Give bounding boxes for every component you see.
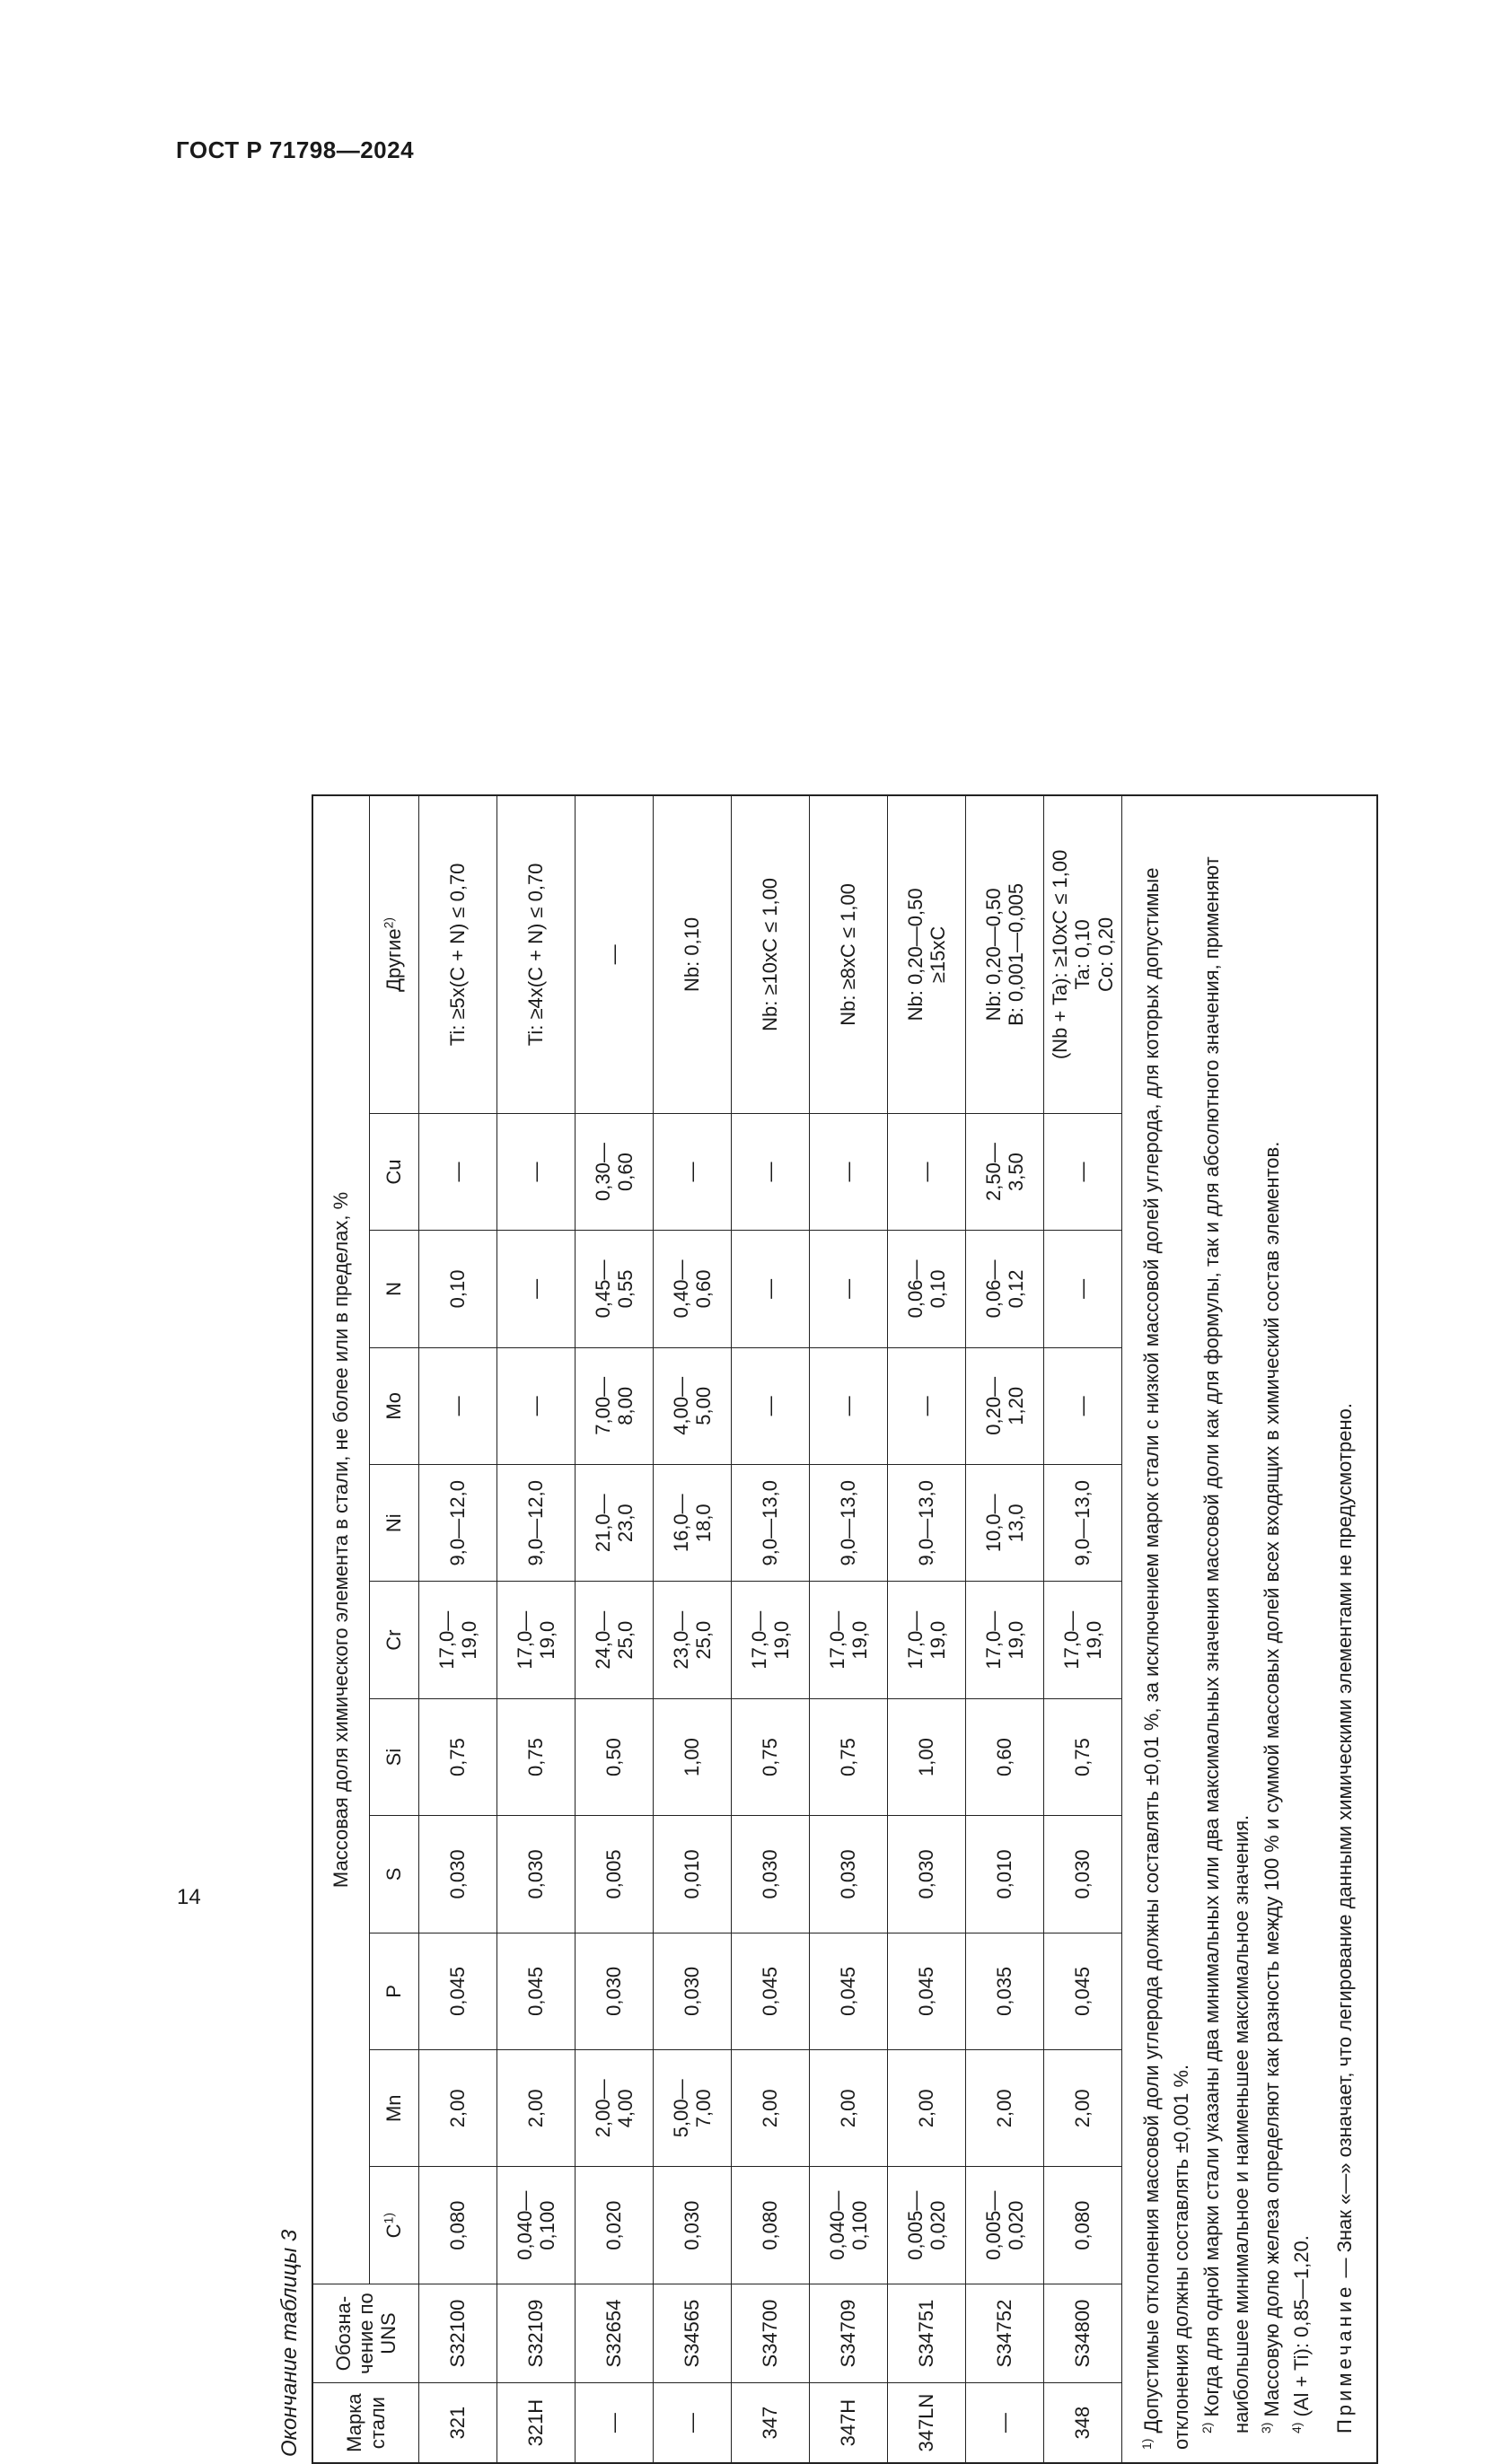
- cell-n: —: [810, 1231, 888, 1347]
- table-row: [732, 796, 810, 2462]
- cell-ni: 9,0—12,0: [497, 1465, 576, 1582]
- cell-other: —: [576, 796, 654, 1113]
- cell-p: 0,045: [1044, 1933, 1122, 2049]
- cell-cu: —: [419, 1113, 497, 1230]
- cell-cu: —: [732, 1113, 810, 1230]
- table-row: [888, 796, 966, 2462]
- table-row: [654, 796, 732, 2462]
- cell-ni: 9,0—13,0: [810, 1465, 888, 1582]
- table-row: [1044, 796, 1122, 2462]
- col-header-c: $C^{1)}$: [370, 2167, 419, 2284]
- cell-other: Nb: ≥10xC ≤ 1,00: [732, 796, 810, 1113]
- cell-grade: —: [654, 2383, 732, 2462]
- cell-mo: 0,20— 1,20: [966, 1347, 1044, 1464]
- cell-other: Ti: ≥4x(C + N) ≤ 0,70: [497, 796, 576, 1113]
- col-header-si: Si: [370, 1698, 419, 1815]
- col-header-s: S: [370, 1816, 419, 1933]
- cell-cu: —: [654, 1113, 732, 1230]
- cell-mn: 2,00— 4,00: [576, 2050, 654, 2167]
- cell-n: 0,06— 0,12: [966, 1231, 1044, 1347]
- cell-mo: —: [888, 1347, 966, 1464]
- cell-s: 0,030: [419, 1816, 497, 1933]
- col-header-uns: Обозна- чение по UNS: [313, 2284, 419, 2382]
- cell-s: 0,030: [810, 1816, 888, 1933]
- cell-mn: 2,00: [888, 2050, 966, 2167]
- standard-header: ГОСТ Р 71798—2024: [176, 136, 415, 163]
- col-header-mass-fraction: Массовая доля химического элемента в стали, не более или в пределах, %: [313, 796, 370, 2284]
- cell-cr: 17,0— 19,0: [966, 1582, 1044, 1698]
- cell-mn: 2,00: [1044, 2050, 1122, 2167]
- footnote-number: 3): [1259, 2422, 1274, 2433]
- cell-cr: 17,0— 19,0: [732, 1582, 810, 1698]
- table-frame: [312, 794, 1378, 2464]
- cell-cu: —: [810, 1113, 888, 1230]
- col-header-cr: Cr: [370, 1582, 419, 1698]
- cell-grade: 321H: [497, 2383, 576, 2462]
- cell-c: 0,040— 0,100: [497, 2167, 576, 2284]
- cell-uns: S34752: [966, 2284, 1044, 2382]
- col-header-other: Другие$^{2)}$: [370, 796, 419, 1113]
- footnote: [1137, 807, 1197, 2450]
- footnote: [1257, 807, 1287, 2450]
- cell-p: 0,035: [966, 1933, 1044, 2049]
- cell-si: 1,00: [888, 1698, 966, 1815]
- footnotes: [1122, 796, 1359, 2462]
- cell-s: 0,005: [576, 1816, 654, 1933]
- cell-c: 0,005— 0,020: [888, 2167, 966, 2284]
- cell-mo: —: [1044, 1347, 1122, 1464]
- cell-mo: 4,00— 5,00: [654, 1347, 732, 1464]
- cell-other: Ti: ≥5x(C + N) ≤ 0,70: [419, 796, 497, 1113]
- cell-p: 0,045: [419, 1933, 497, 2049]
- cell-p: 0,030: [654, 1933, 732, 2049]
- cell-other: (Nb + Ta): ≥10xC ≤ 1,00 Ta: 0,10 Co: 0,20: [1044, 796, 1122, 1113]
- cell-mn: 2,00: [419, 2050, 497, 2167]
- cell-other: Nb: 0,20—0,50 ≥15xC: [888, 796, 966, 1113]
- cell-uns: S34700: [732, 2284, 810, 2382]
- cell-cr: 17,0— 19,0: [1044, 1582, 1122, 1698]
- footnote-text: Когда для одной марки стали указаны два минимальных или два максимальных значения массовой доли как для формулы, так и для абсолютного значения, применяют наибольшее минимальное и наименьшее максимальное значения.: [1199, 856, 1253, 2433]
- cell-n: —: [497, 1231, 576, 1347]
- cell-uns: S34800: [1044, 2284, 1122, 2382]
- rotated-table-block: [276, 794, 1389, 2464]
- cell-s: 0,010: [966, 1816, 1044, 1933]
- footnote-text: (Al + Ti): 0,85—1,20.: [1290, 2235, 1314, 2417]
- cell-s: 0,010: [654, 1816, 732, 1933]
- footnote: [1287, 807, 1316, 2450]
- footnote-text: Массовую долю железа определяют как разность между 100 % и суммой массовых долей всех входящих в химический состав элементов.: [1260, 1141, 1283, 2417]
- cell-grade: 347LN: [888, 2383, 966, 2462]
- table-row: [497, 796, 576, 2462]
- cell-grade: 348: [1044, 2383, 1122, 2462]
- cell-mn: 2,00: [810, 2050, 888, 2167]
- cell-s: 0,030: [497, 1816, 576, 1933]
- cell-cr: 23,0— 25,0: [654, 1582, 732, 1698]
- cell-mn: 2,00: [966, 2050, 1044, 2167]
- cell-ni: 9,0—13,0: [888, 1465, 966, 1582]
- cell-n: —: [1044, 1231, 1122, 1347]
- cell-cu: —: [1044, 1113, 1122, 1230]
- footnote: [1197, 807, 1257, 2450]
- cell-s: 0,030: [888, 1816, 966, 1933]
- cell-uns: S32109: [497, 2284, 576, 2382]
- cell-si: 0,75: [810, 1698, 888, 1815]
- cell-s: 0,030: [1044, 1816, 1122, 1933]
- cell-other: Nb: 0,20—0,50 B: 0,001—0,005: [966, 796, 1044, 1113]
- cell-cu: —: [888, 1113, 966, 1230]
- cell-s: 0,030: [732, 1816, 810, 1933]
- cell-si: 0,75: [1044, 1698, 1122, 1815]
- cell-si: 1,00: [654, 1698, 732, 1815]
- table-row: [966, 796, 1044, 2462]
- cell-uns: S32654: [576, 2284, 654, 2382]
- cell-cr: 17,0— 19,0: [810, 1582, 888, 1698]
- cell-si: 0,75: [419, 1698, 497, 1815]
- cell-n: 0,10: [419, 1231, 497, 1347]
- cell-c: 0,080: [732, 2167, 810, 2284]
- cell-c: 0,005— 0,020: [966, 2167, 1044, 2284]
- cell-uns: S32100: [419, 2284, 497, 2382]
- cell-p: 0,045: [888, 1933, 966, 2049]
- table-row: [419, 796, 497, 2462]
- cell-other: Nb: 0,10: [654, 796, 732, 1113]
- cell-grade: —: [966, 2383, 1044, 2462]
- table-row: [810, 796, 888, 2462]
- cell-mo: —: [497, 1347, 576, 1464]
- footnote-text: Допустимые отклонения массовой доли углерода должны составлять ±0,01 %, за исключением марок стали с низкой массовой долей углерода, для которых допустимые отклонения должны составлять ±0,001 %.: [1140, 867, 1193, 2450]
- cell-mo: —: [732, 1347, 810, 1464]
- cell-cr: 24,0— 25,0: [576, 1582, 654, 1698]
- col-header-grade: Марка стали: [313, 2383, 419, 2462]
- cell-c: 0,080: [1044, 2167, 1122, 2284]
- cell-mo: —: [419, 1347, 497, 1464]
- page-number: 14: [177, 1885, 201, 1909]
- cell-ni: 16,0— 18,0: [654, 1465, 732, 1582]
- footnote-number: 4): [1288, 2422, 1304, 2433]
- cell-ni: 9,0—13,0: [1044, 1465, 1122, 1582]
- cell-cr: 17,0— 19,0: [497, 1582, 576, 1698]
- cell-ni: 9,0—12,0: [419, 1465, 497, 1582]
- col-header-ni: Ni: [370, 1465, 419, 1582]
- footnote-ref: 2): [382, 916, 397, 929]
- cell-cu: 2,50— 3,50: [966, 1113, 1044, 1230]
- col-header-mn: Mn: [370, 2050, 419, 2167]
- cell-si: 0,75: [497, 1698, 576, 1815]
- table-body: [419, 796, 1122, 2462]
- cell-grade: —: [576, 2383, 654, 2462]
- cell-c: 0,040— 0,100: [810, 2167, 888, 2284]
- cell-p: 0,045: [497, 1933, 576, 2049]
- cell-cu: 0,30— 0,60: [576, 1113, 654, 1230]
- cell-p: 0,045: [732, 1933, 810, 2049]
- cell-mo: 7,00— 8,00: [576, 1347, 654, 1464]
- cell-c: 0,080: [419, 2167, 497, 2284]
- cell-grade: 347: [732, 2383, 810, 2462]
- cell-mn: 5,00— 7,00: [654, 2050, 732, 2167]
- cell-si: 0,60: [966, 1698, 1044, 1815]
- table-row: [576, 796, 654, 2462]
- table-remark: Примечание — Знак «—» означает, что легирование данными химическими элементами не предусмотрено.: [1332, 1403, 1356, 2433]
- cell-c: 0,030: [654, 2167, 732, 2284]
- footnote-ref: 1): [382, 2213, 397, 2224]
- footnote-number: 1): [1138, 2438, 1154, 2450]
- cell-uns: S34751: [888, 2284, 966, 2382]
- cell-ni: 21,0— 23,0: [576, 1465, 654, 1582]
- col-header-cu: Cu: [370, 1113, 419, 1230]
- cell-p: 0,045: [810, 1933, 888, 2049]
- cell-cr: 17,0— 19,0: [419, 1582, 497, 1698]
- cell-ni: 10,0— 13,0: [966, 1465, 1044, 1582]
- cell-grade: 347H: [810, 2383, 888, 2462]
- cell-mn: 2,00: [497, 2050, 576, 2167]
- cell-cr: 17,0— 19,0: [888, 1582, 966, 1698]
- cell-si: 0,75: [732, 1698, 810, 1815]
- cell-ni: 9,0—13,0: [732, 1465, 810, 1582]
- cell-other: Nb: ≥8xC ≤ 1,00: [810, 796, 888, 1113]
- cell-uns: S34709: [810, 2284, 888, 2382]
- cell-n: —: [732, 1231, 810, 1347]
- cell-n: 0,40— 0,60: [654, 1231, 732, 1347]
- footnote-number: 2): [1199, 2422, 1214, 2433]
- cell-cu: —: [497, 1113, 576, 1230]
- cell-n: 0,06— 0,10: [888, 1231, 966, 1347]
- cell-n: 0,45— 0,55: [576, 1231, 654, 1347]
- cell-uns: S34565: [654, 2284, 732, 2382]
- table-continuation-caption: Окончание таблицы 3: [277, 2229, 302, 2457]
- col-header-mo: Mo: [370, 1347, 419, 1464]
- col-header-p: P: [370, 1933, 419, 2049]
- col-header-n: N: [370, 1231, 419, 1347]
- chemical-composition-table: [313, 796, 1122, 2462]
- cell-grade: 321: [419, 2383, 497, 2462]
- cell-si: 0,50: [576, 1698, 654, 1815]
- cell-mo: —: [810, 1347, 888, 1464]
- cell-p: 0,030: [576, 1933, 654, 2049]
- cell-c: 0,020: [576, 2167, 654, 2284]
- cell-mn: 2,00: [732, 2050, 810, 2167]
